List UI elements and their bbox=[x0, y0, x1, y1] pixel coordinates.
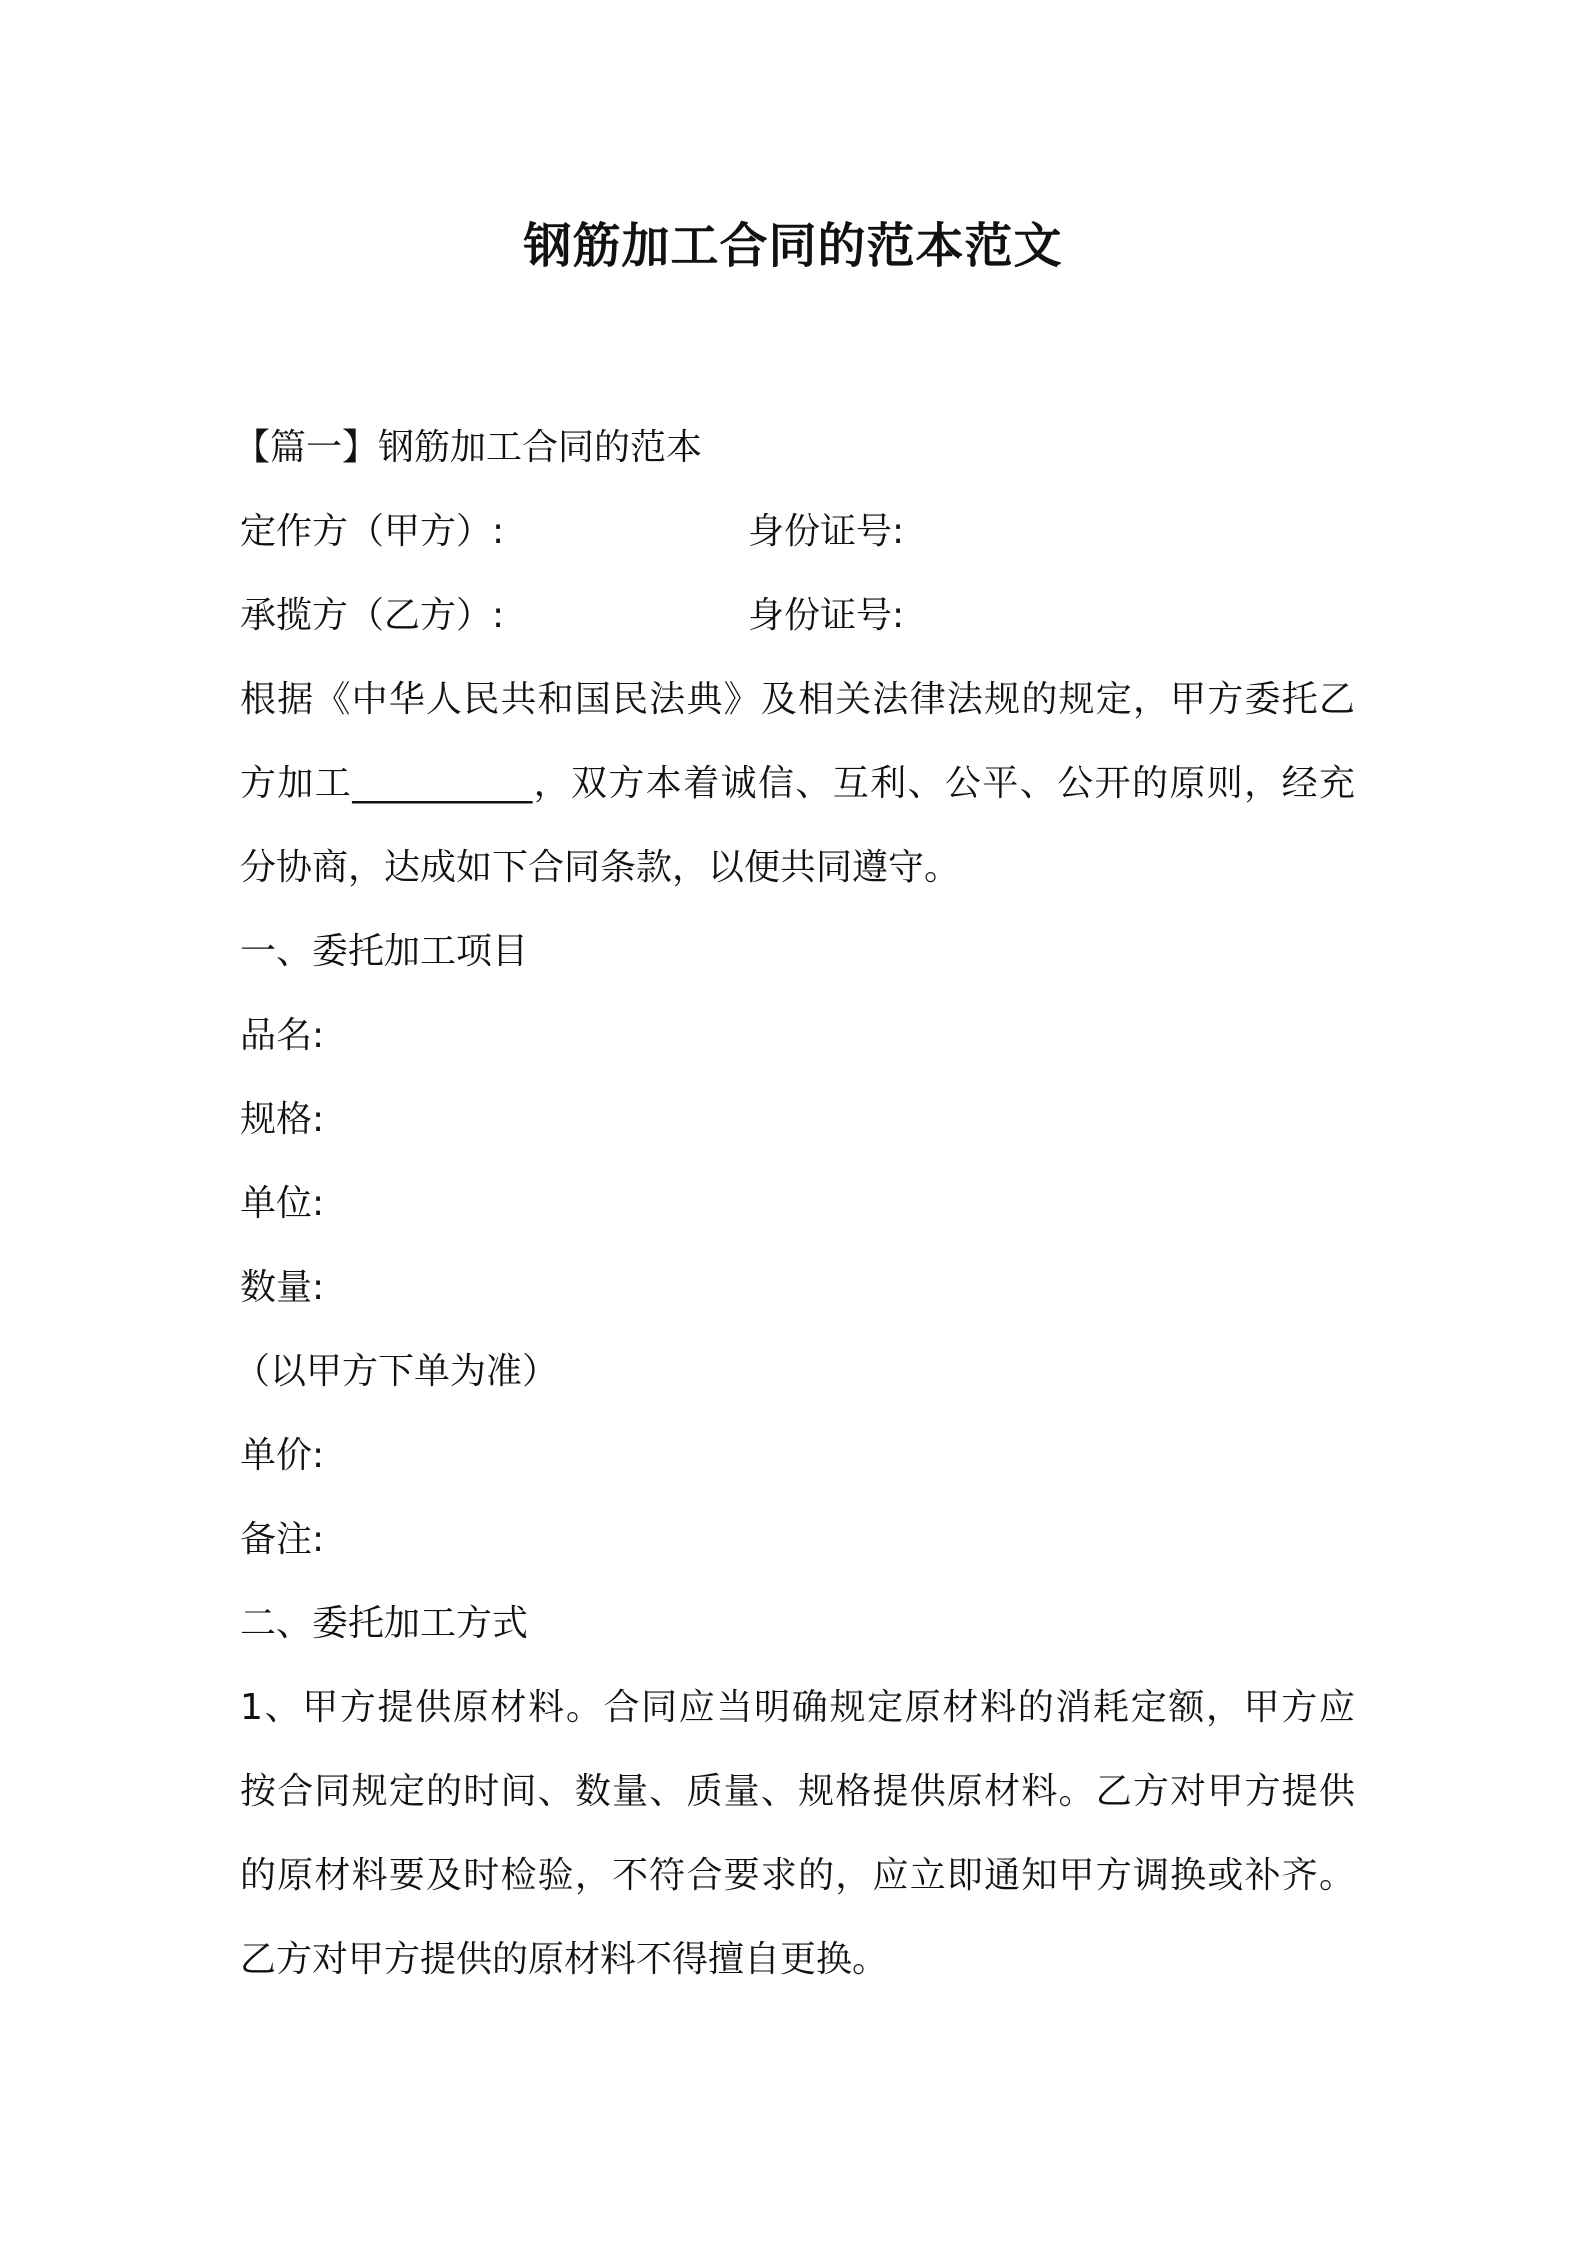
party-a-row bbox=[240, 490, 1355, 574]
item-name-label: 品名: bbox=[240, 1015, 325, 1056]
clause-2-line-3: 的原材料要及时检验，不符合要求的，应立即通知甲方调换或补齐。 bbox=[240, 1855, 1355, 1896]
item-quantity-label: 数量: bbox=[240, 1267, 325, 1308]
item-remark-label: 备注: bbox=[240, 1519, 325, 1560]
party-a-label: 定作方（甲方）: bbox=[240, 511, 505, 552]
party-b-label: 承揽方（乙方）: bbox=[240, 595, 505, 636]
intro-line-2: 方加工__________，双方本着诚信、互利、公平、公开的原则，经充 bbox=[240, 763, 1355, 804]
item-unit-label: 单位: bbox=[240, 1183, 325, 1224]
intro-line-3: 分协商，达成如下合同条款，以便共同遵守。 bbox=[240, 847, 961, 888]
quantity-note: （以甲方下单为准） bbox=[234, 1351, 559, 1392]
party-b-id-label: 身份证号: bbox=[748, 595, 905, 636]
clause-2-line-2: 按合同规定的时间、数量、质量、规格提供原材料。乙方对甲方提供 bbox=[240, 1771, 1355, 1812]
document-body bbox=[234, 406, 1355, 2002]
clause-1-heading: 一、委托加工项目 bbox=[240, 931, 529, 972]
item-price-label: 单价: bbox=[240, 1435, 325, 1476]
section-heading: 【篇一】钢筋加工合同的范本 bbox=[234, 427, 703, 468]
party-a-id-label: 身份证号: bbox=[748, 511, 905, 552]
item-spec-label: 规格: bbox=[240, 1099, 325, 1140]
intro-line-1: 根据《中华人民共和国民法典》及相关法律法规的规定，甲方委托乙 bbox=[240, 679, 1355, 720]
clause-2-line-4: 乙方对甲方提供的原材料不得擅自更换。 bbox=[240, 1939, 889, 1980]
clause-2-heading: 二、委托加工方式 bbox=[240, 1603, 529, 1644]
party-b-row bbox=[240, 574, 1355, 658]
clause-2-line-1: 1、甲方提供原材料。合同应当明确规定原材料的消耗定额，甲方应 bbox=[240, 1687, 1355, 1728]
document-title: 钢筋加工合同的范本范文 bbox=[523, 218, 1063, 274]
